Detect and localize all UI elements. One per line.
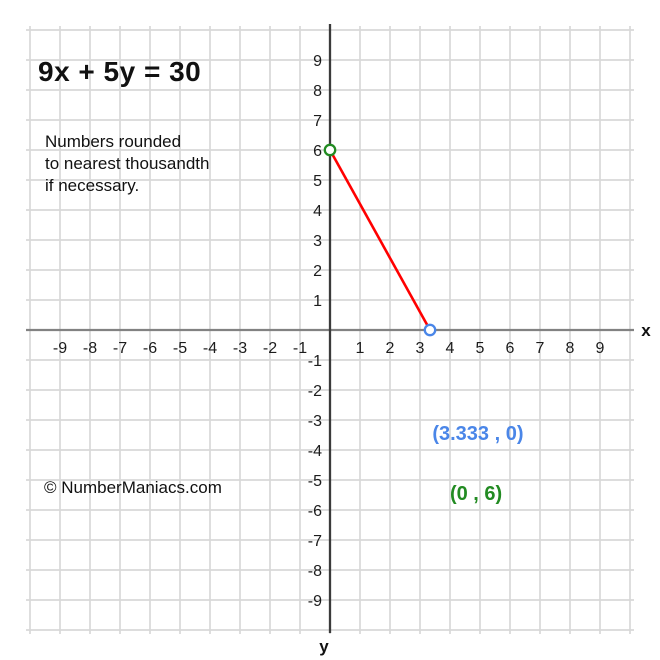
x-tick-label: -4 — [202, 340, 218, 357]
y-tick-label: 5 — [313, 173, 322, 190]
rounding-note-line1: Numbers rounded — [45, 132, 182, 151]
x-tick-label: -6 — [142, 340, 158, 357]
x-tick-label: -2 — [262, 340, 278, 357]
y-tick-label: -6 — [307, 503, 322, 520]
y-tick-label: 3 — [313, 233, 322, 250]
y-axis-letter: y — [319, 637, 329, 656]
x-tick-label: 7 — [535, 340, 545, 357]
y-tick-label: -7 — [307, 533, 322, 550]
x-tick-label: -9 — [52, 340, 68, 357]
y-tick-label: -2 — [307, 383, 322, 400]
x-tick-label: 5 — [475, 340, 485, 357]
y-tick-label: -8 — [307, 563, 322, 580]
y-tick-label: 9 — [313, 53, 322, 70]
intercept-label: (0 , 6) — [449, 482, 503, 505]
x-tick-label: -1 — [292, 340, 308, 357]
y-tick-label: 8 — [313, 83, 322, 100]
x-tick-label: 2 — [385, 340, 395, 357]
intercept-label: (3.333 , 0) — [432, 422, 524, 445]
x-tick-label: 4 — [445, 340, 455, 357]
rounding-note-line2: to nearest thousandth — [45, 154, 210, 173]
y-intercept-point — [325, 145, 335, 155]
x-tick-label: 6 — [505, 340, 515, 357]
y-tick-label: 4 — [313, 203, 322, 220]
y-tick-label: 6 — [313, 143, 322, 160]
x-tick-label: -7 — [112, 340, 128, 357]
y-tick-label: -4 — [307, 443, 322, 460]
x-tick-label: -5 — [172, 340, 188, 357]
y-tick-label: -1 — [307, 353, 322, 370]
x-tick-label: 9 — [595, 340, 605, 357]
x-tick-label: 3 — [415, 340, 425, 357]
y-tick-label: -5 — [307, 473, 322, 490]
equation-title: 9x + 5y = 30 — [38, 56, 202, 87]
y-tick-label: 1 — [313, 293, 322, 310]
y-tick-label: -3 — [307, 413, 322, 430]
y-tick-label: -9 — [307, 593, 322, 610]
x-tick-label: -3 — [232, 340, 248, 357]
x-axis-letter: x — [641, 321, 651, 340]
y-tick-label: 7 — [313, 113, 322, 130]
x-tick-label: 1 — [355, 340, 365, 357]
rounding-note — [45, 131, 209, 197]
x-intercept-point — [425, 325, 435, 335]
rounding-note-line3: if necessary. — [45, 176, 140, 195]
x-tick-label: 8 — [565, 340, 575, 357]
x-tick-label: -8 — [82, 340, 98, 357]
axes — [26, 24, 634, 633]
watermark-text: © NumberManiacs.com — [44, 478, 222, 497]
y-tick-label: 2 — [313, 263, 322, 280]
